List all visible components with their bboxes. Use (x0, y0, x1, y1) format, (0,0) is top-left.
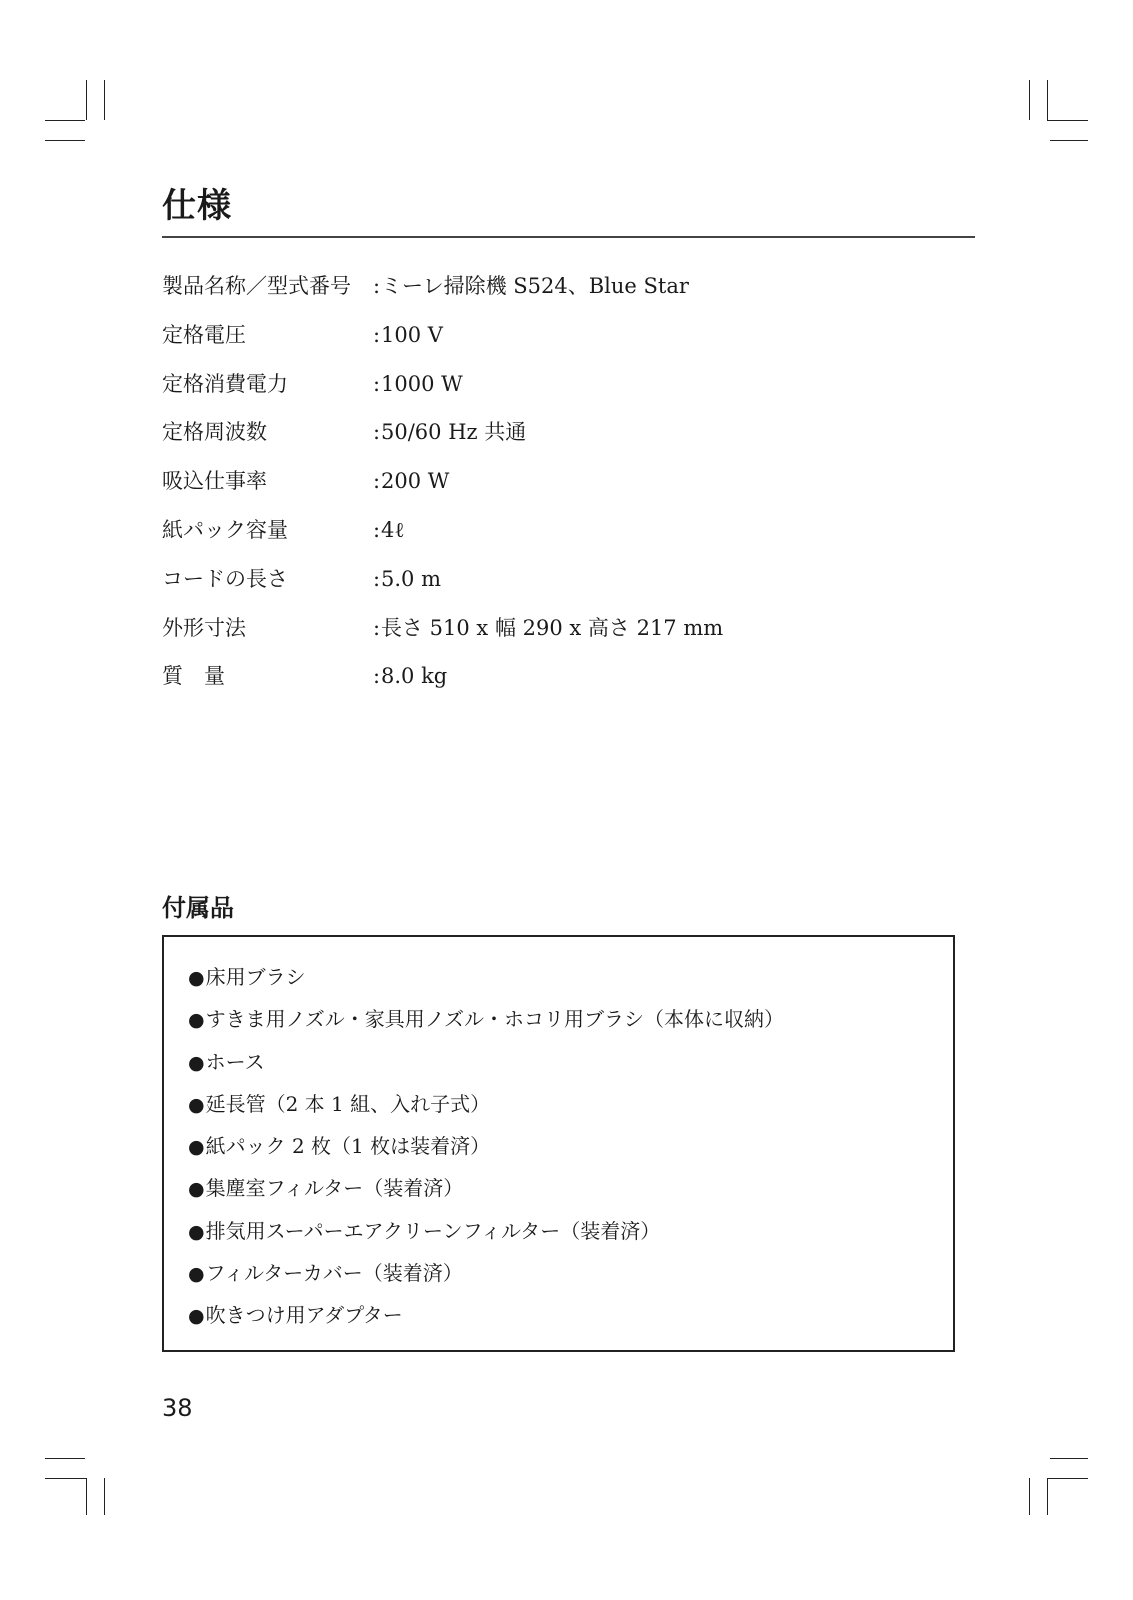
spec-separator: : (373, 371, 381, 396)
spec-table (162, 272, 975, 711)
crop-mark-line (1047, 120, 1088, 121)
spec-row-suction (162, 467, 975, 516)
list-item-text: 排気用スーパーエアクリーンフィルター（装着済） (205, 1218, 661, 1243)
list-item-text: 集塵室フィルター（装着済） (205, 1176, 464, 1201)
spec-separator: : (373, 469, 381, 494)
list-item-text: ホース (205, 1049, 265, 1074)
list-item (188, 1301, 784, 1343)
bullet-icon: ● (188, 967, 205, 989)
list-item-text: 紙パック 2 枚（1 枚は装着済） (205, 1134, 491, 1159)
bullet-icon: ● (188, 1051, 205, 1074)
spec-row-dimensions (162, 614, 975, 663)
spec-value: 4ℓ (381, 517, 405, 542)
crop-mark-line (1050, 140, 1088, 141)
spec-separator: : (373, 517, 381, 542)
list-item-text: 床用ブラシ (205, 965, 306, 989)
spec-separator: : (373, 274, 381, 298)
spec-row-weight (162, 662, 975, 711)
spec-row-frequency (162, 418, 975, 467)
spec-value: 長さ 510 x 幅 290 x 高さ 217 mm (381, 615, 724, 640)
spec-label: 定格電圧 (162, 322, 246, 347)
crop-mark-line (45, 1478, 87, 1479)
list-item (188, 1259, 784, 1301)
accessories-heading: 付属品 (162, 894, 234, 922)
spec-value: 50/60 Hz 共通 (381, 420, 527, 445)
page-number: 38 (162, 1394, 193, 1422)
crop-mark-line (45, 140, 85, 141)
spec-row-power (162, 370, 975, 419)
title-underline (162, 236, 975, 238)
spec-value: ミーレ掃除機 S524、Blue Star (381, 274, 689, 298)
list-item (188, 1005, 784, 1047)
bullet-icon: ● (188, 1178, 205, 1201)
crop-mark-line (1029, 80, 1030, 120)
spec-separator: : (373, 322, 381, 347)
spec-separator: : (373, 664, 381, 689)
crop-mark-line (45, 120, 85, 121)
spec-value: 5.0 m (381, 566, 441, 591)
list-item (188, 1132, 784, 1174)
bullet-icon: ● (188, 1009, 205, 1032)
crop-mark-line (104, 1478, 105, 1515)
accessories-box (162, 935, 955, 1352)
list-item-text: すきま用ノズル・家具用ノズル・ホコリ用ブラシ（本体に収納） (205, 1007, 784, 1032)
spec-label: 定格消費電力 (162, 371, 288, 396)
spec-label: 外形寸法 (162, 615, 246, 640)
spec-value: 1000 W (381, 371, 463, 396)
spec-label: 紙パック容量 (162, 517, 288, 542)
spec-separator: : (373, 566, 381, 591)
list-item-text: 吹きつけ用アダプター (205, 1303, 403, 1328)
spec-value: 200 W (381, 469, 450, 494)
bullet-icon: ● (188, 1093, 205, 1116)
spec-row-cord (162, 565, 975, 614)
list-item (188, 1217, 784, 1259)
bullet-icon: ● (188, 1220, 205, 1243)
crop-mark-line (86, 1478, 87, 1515)
spec-label: 定格周波数 (162, 420, 267, 445)
spec-row-dustbag (162, 516, 975, 565)
bullet-icon: ● (188, 1136, 205, 1159)
spec-label: 質 量 (162, 664, 225, 689)
list-item-text: フィルターカバー（装着済） (205, 1261, 463, 1286)
list-item (188, 1090, 784, 1132)
spec-value: 100 V (381, 322, 443, 347)
spec-row-voltage (162, 321, 975, 370)
spec-value: 8.0 kg (381, 664, 448, 689)
list-item (188, 963, 784, 1005)
spec-label: 吸込仕事率 (162, 469, 267, 494)
spec-label: 製品名称／型式番号 (162, 274, 351, 298)
crop-mark-line (1029, 1478, 1030, 1515)
crop-mark-line (45, 1458, 85, 1459)
list-item-text: 延長管（2 本 1 組、入れ子式） (205, 1091, 491, 1116)
bullet-icon: ● (188, 1263, 205, 1286)
spec-row-model (162, 272, 975, 321)
crop-mark-line (1050, 1458, 1088, 1459)
crop-mark-line (1047, 1478, 1088, 1479)
list-item (188, 1048, 784, 1090)
page-title: 仕様 (162, 186, 232, 226)
spec-label: コードの長さ (162, 566, 288, 591)
list-item (188, 1174, 784, 1216)
crop-mark-line (1047, 1478, 1048, 1515)
crop-mark-line (104, 80, 105, 120)
accessories-list (188, 963, 784, 1344)
crop-mark-line (86, 80, 87, 120)
spec-separator: : (373, 420, 381, 445)
bullet-icon: ● (188, 1305, 205, 1328)
spec-separator: : (373, 615, 381, 640)
crop-mark-line (1047, 80, 1048, 121)
